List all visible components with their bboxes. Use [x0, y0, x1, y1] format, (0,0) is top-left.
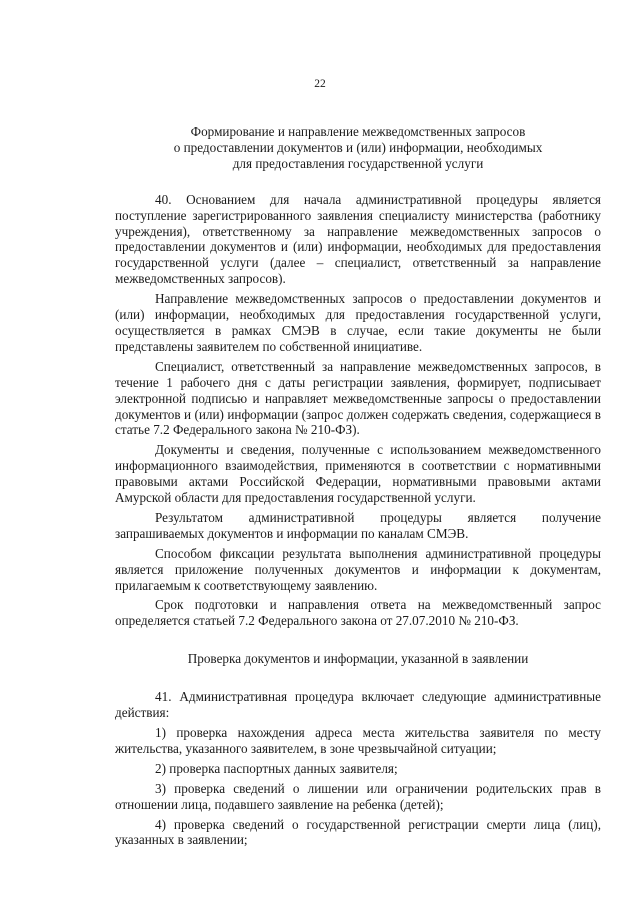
list-item: 3) проверка сведений о лишении или ограничении родительских прав в отношении лица, подавшего заявление на ребенка (детей); [115, 780, 601, 812]
page-number: 22 [314, 78, 326, 90]
paragraph-documents-usage: Документы и сведения, полученные с использованием межведомственного информационного взаимодействия, применяются в соответствии с нормативными правовыми актами Российской Федерации, нормативными правовыми актами Амурской области для предоставления государственной услуги. [115, 442, 601, 506]
paragraph-40: 40. Основанием для начала административной процедуры является поступление зарегистрированного заявления специалисту министерства (работнику учреждения), ответственному за направление межведомственных запросов о предоставлении документов и (или) информации, необходимых для предоставления государственной услуги (далее – специалист, ответственный за направление межведомственных запросов). [115, 191, 601, 287]
paragraph-response-deadline: Срок подготовки и направления ответа на межведомственный запрос определяется статьей 7.2 Федерального закона от 27.07.2010 № 210-ФЗ. [115, 597, 601, 629]
heading-line: Формирование и направление межведомственных запросов [190, 124, 526, 139]
paragraph-41: 41. Административная процедура включает следующие административные действия: [115, 689, 601, 721]
paragraph-request-channel: Направление межведомственных запросов о предоставлении документов и (или) информации, необходимых для предоставления государственной услуги, осуществляется в рамках СМЭВ в случае, если такие документы не были представлены заявителем по собственной инициативе. [115, 291, 601, 354]
heading-line: о предоставлении документов и (или) информации, необходимых [173, 139, 543, 155]
list-item: 2) проверка паспортных данных заявителя; [155, 760, 398, 776]
list-item: 4) проверка сведений о государственной регистрации смерти лица (лиц), указанных в заявлении; [115, 816, 601, 848]
page-content [115, 124, 601, 852]
paragraph-specialist-duties: Специалист, ответственный за направление межведомственных запросов, в течение 1 рабочего дня с даты регистрации заявления, формирует, подписывает электронной подписью и направляет межведомственные запросы о предоставлении документов и (или) информации (запрос должен содержать сведения, содержащиеся в статье 7.2 Федерального закона № 210-ФЗ). [115, 358, 601, 438]
paragraph-result-fixation: Способом фиксации результата выполнения административной процедуры является приложение полученных документов и информации к документам, прилагаемым к соответствующему заявлению. [115, 545, 601, 593]
section-heading-interagency-requests [115, 124, 601, 172]
paragraph-procedure-result: Результатом административной процедуры является получение запрашиваемых документов и информации по каналам СМЭВ. [115, 509, 601, 541]
heading-line: для предоставления государственной услуги [232, 155, 484, 171]
section-heading-document-check: Проверка документов и информации, указанной в заявлении [187, 651, 529, 667]
list-item: 1) проверка нахождения адреса места жительства заявителя по месту жительства, указанного заявителем, в зоне чрезвычайной ситуации; [115, 725, 601, 756]
